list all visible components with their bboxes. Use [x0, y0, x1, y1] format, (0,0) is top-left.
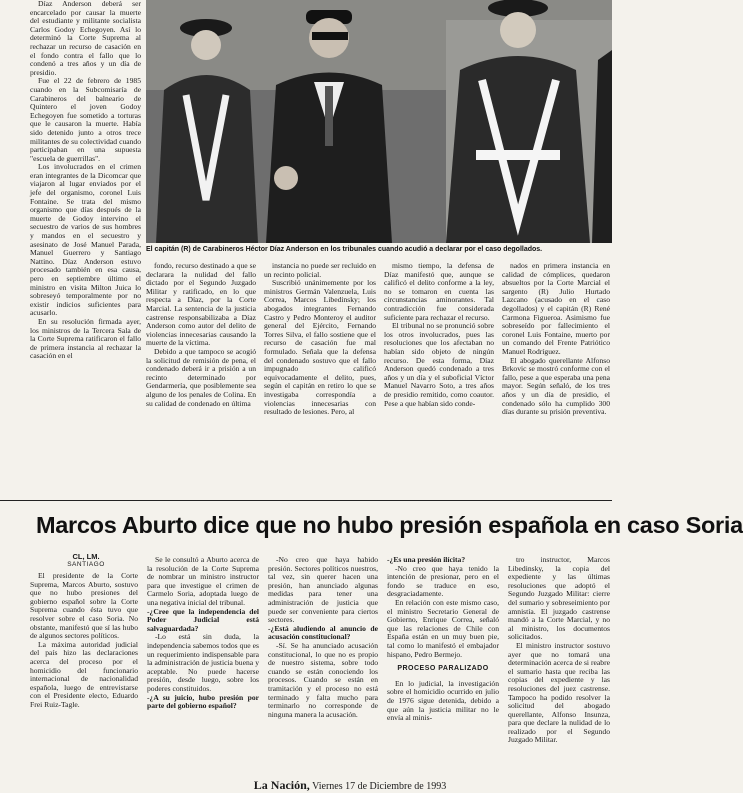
article-column	[384, 262, 494, 408]
paragraph: Debido a que tampoco se acogió la solicitud de remisión de pena, el condenado deberá ir a prisión a un recinto determinado por Gendarmería, que posiblemente sea alguno de los penales de Colina. En su calidad de condenado en última	[146, 346, 256, 408]
section-divider	[0, 500, 612, 501]
paragraph: El ministro instructor sostuvo ayer que no tomará una determinación acerca de si reabre el sumario hasta que reciba las copias del expediente y las resoluciones del juez castrense. Tampoco ha podido resolver la solicitud del abogado querellante, Alfonso Insunza, para que declare la nulidad de lo realizado por el Segundo Juzgado Militar.	[508, 640, 610, 745]
paragraph: En relación con este mismo caso, el ministro Secretario General de Gobierno, Enrique Correa, señaló que las relaciones de Chile con España están en un muy buen pie, tal como lo manifestó el embajador hispano, Pedro Bermejo.	[387, 597, 499, 659]
subheading: PROCESO PARALIZADO	[397, 665, 489, 673]
paragraph: En lo judicial, la investigación sobre el homicidio ocurrido en julio de 1976 sigue detenida, debido a que aún la justicia militar no le envía al minis-	[387, 678, 499, 723]
byline	[36, 552, 136, 568]
issue-date: Viernes 17 de Diciembre de 1993	[312, 781, 447, 792]
article-column	[387, 556, 499, 723]
paragraph: -Sí. Se ha anunciado acusación constitucional, lo que no es propio de nuestro sistema, sobre todo cuando se están conociendo los procesos. Cuando se están en tramitación y el proceso no está terminado y falta mucho para terminarlo no corresponde de ninguna manera la acusación.	[268, 640, 378, 719]
paragraph: tro instructor, Marcos Libedinsky, la copia del expediente y las últimas resoluciones que adoptó el Segundo Juzgado Militar: cierre del sumario y sobreseimiento por amnistía. El juzgado castrense mandó a la Corte Marcial, y no al ministro, los documentos solicitados.	[508, 555, 610, 642]
paragraph: Suscribió unánimemente por los ministros Germán Valenzuela, Luis Correa, Marcos Libedinsky; los abogados integrantes Fernando Castro y Pedro Monteroy el auditor general del Ejército, Fernando Torres Silva, el fallo sostiene que el recurso de casación fue mal formulado. Señala que la defensa del condenado sostuvo que el fallo impugnado calificó equivocadamente el delito, pues, según el capitán en retiro lo que se investigaba correspondía a violencias innecesarias con resultado de lesiones. Pero, al	[264, 278, 376, 417]
paragraph: fondo, recurso destinado a que se declarara la nulidad del fallo dictado por el Segundo Juzgado Militar y ratificado, en lo que respecta a Díaz, por la Corte Marcial. La sentencia de la justicia castrense responsabilizaba a Díaz Anderson como autor del delito de violencias innecesarias causando la muerte de la víctima.	[146, 261, 256, 348]
article-column	[147, 556, 259, 711]
paragraph: instancia no puede ser recluido en un recinto policial.	[264, 261, 376, 279]
article-column	[146, 262, 256, 408]
paragraph: nados en primera instancia en calidad de cómplices, quedaron absueltos por la Corte Marcial el sargento (R) Julio Hurtado Lazcano (acusado en el caso degollados) y el capitán (R) René Carmona Figueroa. Asimismo fue sobreseído por fallecimiento el coronel Luis Fontaine, muerto por un comando del Frente Patriótico Manuel Rodríguez.	[502, 261, 610, 356]
paragraph: Se le consultó a Aburto acerca de la resolución de la Corte Suprema de nombrar un ministro instructor para que investigue el crimen de Carmelo Soria, adoptada luego de una negativa inicial del tribunal.	[147, 555, 259, 607]
interview-question: -¿Está aludiendo al anuncio de acusación constitucional?	[268, 623, 378, 642]
paragraph: Díaz Anderson deberá ser encarcelado por causar la muerte del estudiante y militante socialista Carlos Godoy Echegoyen. Así lo determinó la Corte Suprema al rechazar un recurso de casación en el fondo contra el fallo que lo condenó a tres años y un día de presidio.	[30, 0, 141, 77]
paragraph: El abogado querellante Alfonso Brkovic se mostró conforme con el fallo, pese a que esperaba una pena mayor. Según señaló, de los tres años y un día de presidio, el condenado sólo ha cumplido 300 días durante su prisión preventiva.	[502, 355, 610, 417]
interview-question: -¿Es una presión ilícita?	[387, 555, 466, 564]
paragraph: La máxima autoridad judicial del país hizo las declaraciones acerca del proceso por el homicidio del funcionario internacional de nacionalidad española, luego de entrevistarse con el Presidente electo, Eduardo Frei Ruiz-Tagle.	[30, 639, 138, 709]
interview-question: -¿Cree que la independencia del Poder Judicial está salvaguardada?	[147, 606, 259, 633]
news-photo	[146, 0, 612, 243]
byline-agency: CL, LM.	[72, 552, 100, 561]
byline-city: SANTIAGO	[67, 561, 105, 568]
article-column	[502, 262, 610, 417]
article-column	[268, 556, 378, 719]
article-column	[508, 556, 610, 745]
interview-question: -¿A su juicio, hubo presión por parte del gobierno español?	[147, 692, 259, 711]
paragraph: -No creo que haya habido presión. Sectores políticos nuestros, tal vez, sin querer hacen una presión, han anunciado algunas medidas para tener una administración de justicia que puede ser conveniente para ciertos sectores.	[268, 555, 378, 625]
top-left-article-column	[30, 0, 141, 361]
photo-caption: El capitán (R) de Carabineros Héctor Díaz Anderson en los tribunales cuando acudió a declarar por el caso degollados.	[146, 246, 543, 253]
paragraph: En su resolución firmada ayer, los ministros de la Tercera Sala de la Corte Suprema ratificaron el fallo de primera instancia al rechazar la casación en el	[30, 316, 141, 361]
headline: Marcos Aburto dice que no hubo presión española en caso Soria	[36, 512, 743, 538]
paragraph: mismo tiempo, la defensa de Díaz manifestó que, aunque se calificó el delito conforme a la ley, no se tomaron en cuenta las circunstancias aminorantes. Tal contradicción fue considerada suficiente para rechazar el recurso.	[384, 261, 494, 322]
article-column	[264, 262, 376, 417]
newspaper-name: La Nación,	[253, 778, 310, 792]
page-footer	[200, 778, 500, 793]
photo-illustration	[146, 0, 612, 243]
paragraph: -Lo está sin duda, la independencia sabemos todos que es un requerimiento indispensable para la administración de justicia buena y aceptable. No puede hacerse presión, desde luego, sobre los poderes constituidos.	[147, 632, 259, 693]
paragraph: Los involucrados en el crimen eran integrantes de la Dicomcar que viajaron al lugar enviados por el jefe del organismo, coronel Luis Fontaine. Se trata del mismo organismo que días después de la muerte de Godoy intervino el secuestro de varios de sus hombres y mandos en el secuestro y asesinato de José Manuel Parada, Manuel Guerrero y Santiago Nattino. Díaz Anderson estuvo procesado también en esa causa, pero en septiembre último el ministro en visita Milton Juica lo sobreseyó temporalmente por no existir indicios suficientes para acusarlo.	[30, 162, 141, 318]
article-column	[30, 572, 138, 710]
paragraph: El tribunal no se pronunció sobre los otros involucrados, pues las resoluciones que los afectaban no habían sido objeto de ningún recurso. De esta forma, Díaz Anderson quedó condenado a tres años y un día y el suboficial Víctor Manuel Navarro Soto, a tres años de presidio remitido, como coautor. Pese a que habían sido conde-	[384, 321, 494, 408]
paragraph: El presidente de la Corte Suprema, Marcos Aburto, sostuvo que no hubo presiones del gobierno español sobre la Corte Suprema cuando ésta tuvo que resolver sobre el caso Soria. No obstante, manifestó que sí las hubo de algunos sectores políticos.	[30, 571, 138, 641]
paragraph: Fue el 22 de febrero de 1985 cuando en la Subcomisaría de Carabineros del balneario de Quintero el joven Godoy Echegoyen fue sometido a torturas que le causaron la muerte. Había sido detenido junto a otros trece militantes de su colectividad cuando participaban en una supuesta "escuela de guerrillas".	[30, 76, 141, 163]
paragraph: -No creo que haya tenido la intención de presionar, pero en el fondo se traduce en eso, desgraciadamente.	[387, 563, 499, 599]
